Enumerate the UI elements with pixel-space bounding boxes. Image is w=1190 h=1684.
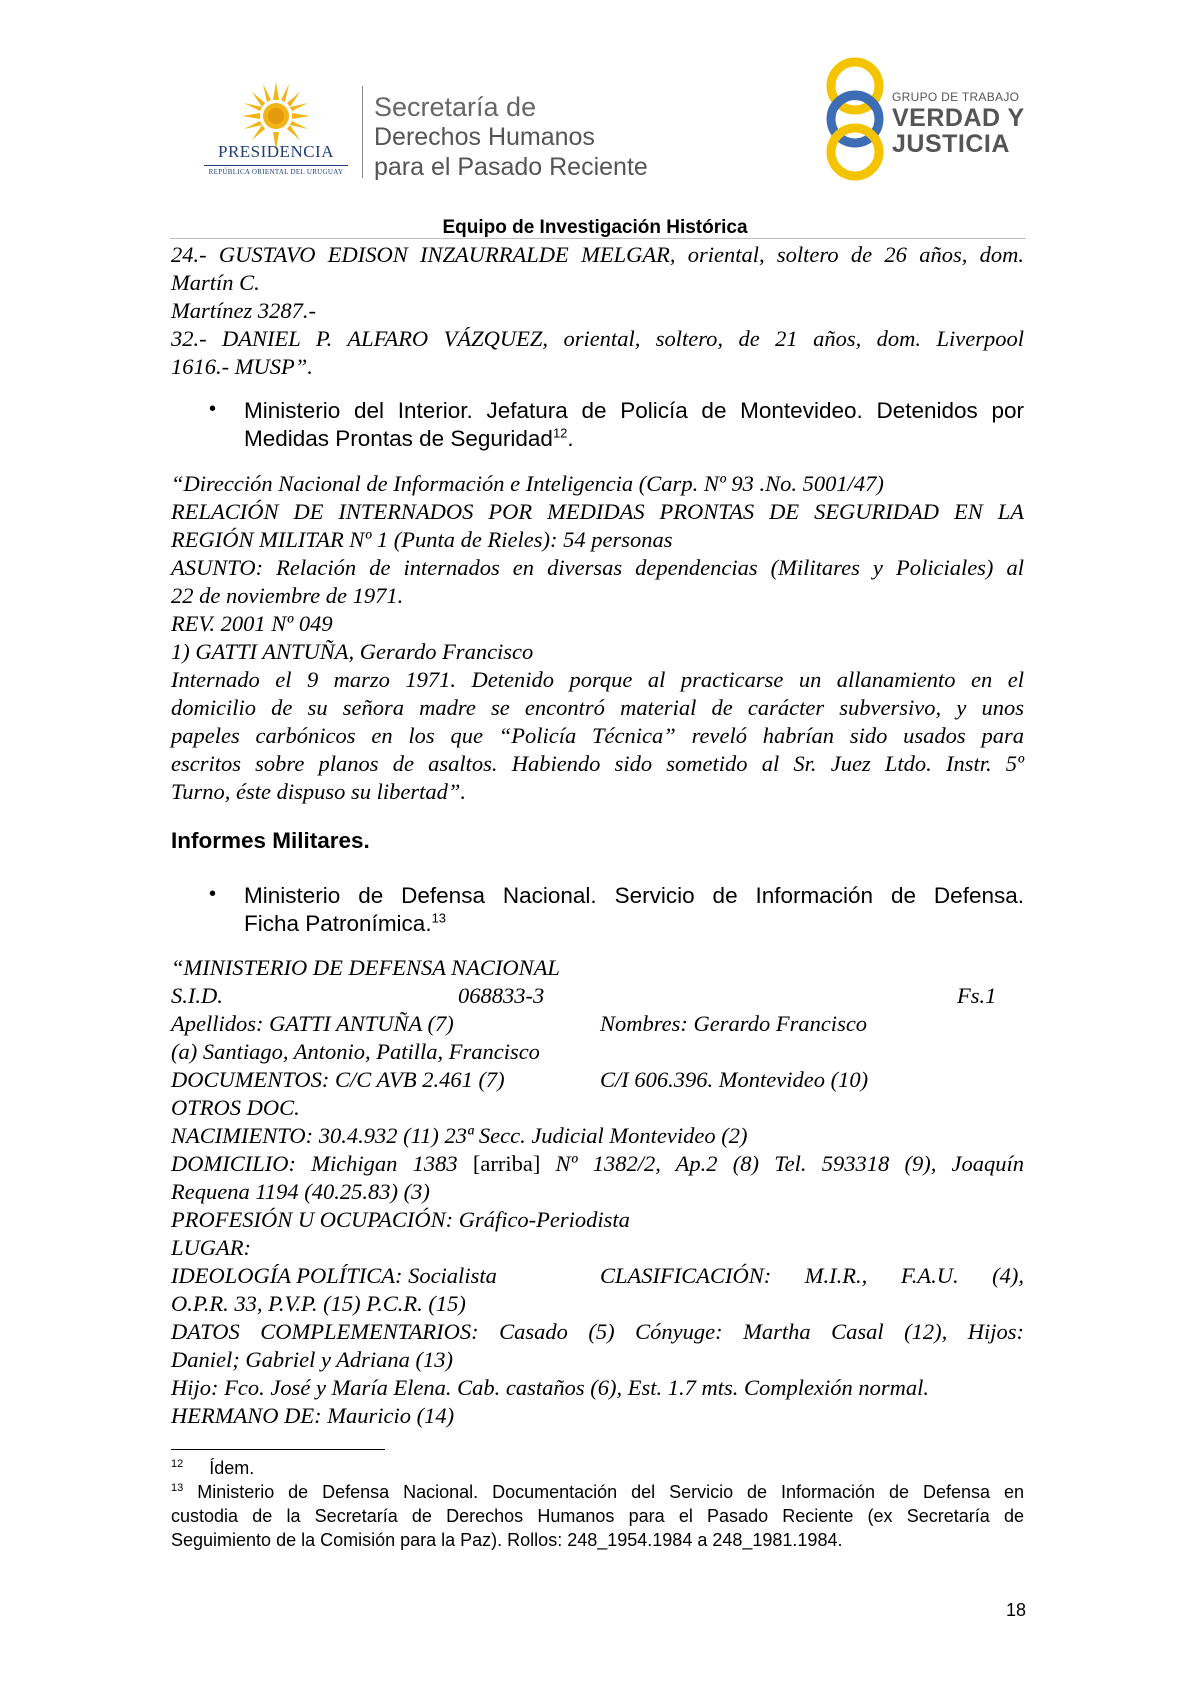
ficha-ideologia: IDEOLOGÍA POLÍTICA: Socialista bbox=[171, 1263, 497, 1288]
footnote-ref-12[interactable]: 12 bbox=[552, 425, 568, 441]
ficha-documentos: DOCUMENTOS: C/C AVB 2.461 (7) bbox=[171, 1067, 505, 1092]
bullet2-text: Ficha Patronímica. bbox=[244, 911, 432, 936]
bullet1-text: Medidas Prontas de Seguridad bbox=[244, 426, 553, 451]
presidencia-subtitle: REPÚBLICA ORIENTAL DEL URUGUAY bbox=[208, 168, 344, 176]
ficha-lugar: LUGAR: bbox=[171, 1235, 251, 1260]
intro-line1: 24.- GUSTAVO EDISON INZAURRALDE MELGAR, oriental, soltero de 26 años, dom. bbox=[171, 242, 1024, 267]
bullet1-period: . bbox=[567, 426, 574, 451]
ficha-profesion: PROFESIÓN U OCUPACIÓN: Gráfico-Periodista bbox=[171, 1207, 630, 1232]
quote1-line11: escritos sobre planos de asaltos. Habiendo sido sometido al Sr. Juez Ltdo. Instr. 5º bbox=[171, 751, 1024, 776]
ficha-ci: C/I 606.396. Montevideo (10) bbox=[600, 1067, 869, 1092]
footnote-ref-13[interactable]: 13 bbox=[431, 910, 447, 926]
domicilio-part2: Nº 1382/2, Ap.2 (8) Tel. 593318 (9), Joaquín bbox=[555, 1151, 1025, 1176]
vj-group-label: GRUPO DE TRABAJO bbox=[892, 90, 1020, 104]
quote1-line12: Turno, éste dispuso su libertad”. bbox=[171, 779, 467, 804]
intro-line5: 1616.- MUSP”. bbox=[171, 354, 313, 379]
logo-divider bbox=[362, 86, 363, 178]
ficha-alias: (a) Santiago, Antonio, Patilla, Francisco bbox=[171, 1039, 540, 1064]
vj-title-line1: VERDAD Y bbox=[892, 104, 1025, 132]
section-heading: Informes Militares. bbox=[171, 828, 370, 853]
presidencia-name: PRESIDENCIA bbox=[217, 142, 334, 161]
domicilio-part1: DOMICILIO: Michigan 1383 bbox=[171, 1151, 458, 1176]
ficha-apellidos: Apellidos: GATTI ANTUÑA (7) bbox=[171, 1011, 454, 1036]
footnote-13-text1: Ministerio de Defensa Nacional. Documentación del Servicio de Información de Defensa en bbox=[197, 1482, 1024, 1502]
presidencia-underline bbox=[204, 165, 348, 166]
ficha-otros: OTROS DOC. bbox=[171, 1095, 300, 1120]
quote1-line9: domicilio de su señora madre se encontró material de carácter subversivo, y unos bbox=[171, 695, 1024, 720]
bullet1-line2 bbox=[244, 425, 1024, 453]
ficha-clasificacion: CLASIFICACIÓN: M.I.R., F.A.U. (4), bbox=[600, 1263, 1024, 1288]
ficha-nombres: Nombres: Gerardo Francisco bbox=[600, 1011, 868, 1036]
ficha-ministry: “MINISTERIO DE DEFENSA NACIONAL bbox=[171, 955, 560, 980]
ficha-datos: DATOS COMPLEMENTARIOS: Casado (5) Cónyuge: Martha Casal (12), Hijos: bbox=[171, 1319, 1024, 1344]
quote1-line8: Internado el 9 marzo 1971. Detenido porque al practicarse un allanamiento en el bbox=[171, 667, 1024, 692]
ficha-domicilio bbox=[171, 1150, 1024, 1178]
secretaria-logo-text bbox=[374, 92, 648, 182]
footnote-13-line2: custodia de la Secretaría de Derechos Humanos para el Pasado Reciente (ex Secretaría de bbox=[171, 1506, 1024, 1526]
bullet2-line1: Ministerio de Defensa Nacional. Servicio de Información de Defensa. bbox=[244, 883, 1024, 908]
footnote-12-text: Ídem. bbox=[209, 1458, 255, 1478]
secretaria-line3: para el Pasado Reciente bbox=[374, 153, 648, 181]
footnote-rule bbox=[171, 1449, 385, 1450]
vj-title-line2: JUSTICIA bbox=[892, 130, 1010, 158]
ficha-sid: S.I.D. bbox=[171, 983, 223, 1008]
presidencia-logo bbox=[196, 80, 356, 180]
ficha-nacimiento: NACIMIENTO: 30.4.932 (11) 23ª Secc. Judicial Montevideo (2) bbox=[171, 1123, 748, 1148]
interlocking-rings-icon bbox=[820, 56, 890, 182]
header-rule bbox=[170, 238, 1026, 239]
ficha-domicilio-cont: Requena 1194 (40.25.83) (3) bbox=[171, 1179, 430, 1204]
footnote-13-line1 bbox=[171, 1480, 1024, 1504]
bullet1-line1: Ministerio del Interior. Jefatura de Policía de Montevideo. Detenidos por bbox=[244, 398, 1024, 423]
intro-line4: 32.- DANIEL P. ALFARO VÁZQUEZ, oriental, soltero, de 21 años, dom. Liverpool bbox=[171, 326, 1024, 351]
team-heading: Equipo de Investigación Histórica bbox=[442, 217, 748, 238]
bullet-icon: • bbox=[209, 883, 217, 905]
intro-line2: Martín C. bbox=[171, 270, 260, 295]
footnote-13-line3: Seguimiento de la Comisión para la Paz). Rollos: 248_1954.1984 a 248_1981.1984. bbox=[171, 1530, 843, 1550]
bullet2-line2 bbox=[244, 910, 1024, 938]
ficha-hermano: HERMANO DE: Mauricio (14) bbox=[171, 1403, 455, 1428]
quote1-line2: RELACIÓN DE INTERNADOS POR MEDIDAS PRONTAS DE SEGURIDAD EN LA bbox=[171, 499, 1024, 524]
secretaria-line2: Derechos Humanos bbox=[374, 123, 595, 151]
ficha-datos-cont: Daniel; Gabriel y Adriana (13) bbox=[171, 1347, 454, 1372]
quote1-line7: 1) GATTI ANTUÑA, Gerardo Francisco bbox=[171, 639, 534, 664]
ficha-folio: Fs.1 bbox=[957, 983, 997, 1008]
ficha-number: 068833-3 bbox=[458, 983, 545, 1008]
footnote-12 bbox=[171, 1456, 1024, 1480]
ficha-clasificacion-cont: O.P.R. 33, P.V.P. (15) P.C.R. (15) bbox=[171, 1291, 466, 1316]
quote1-line3: REGIÓN MILITAR Nº 1 (Punta de Rieles): 54 personas bbox=[171, 527, 673, 552]
verdad-justicia-logo bbox=[820, 56, 1030, 182]
intro-line3: Martínez 3287.- bbox=[171, 298, 316, 323]
ficha-hijo: Hijo: Fco. José y María Elena. Cab. castaños (6), Est. 1.7 mts. Complexión normal. bbox=[171, 1375, 930, 1400]
quote1-line4: ASUNTO: Relación de internados en diversas dependencias (Militares y Policiales) al bbox=[171, 555, 1024, 580]
quote1-line1: “Dirección Nacional de Información e Inteligencia (Carp. Nº 93 .No. 5001/47) bbox=[171, 471, 884, 496]
domicilio-arriba: [arriba] bbox=[472, 1151, 541, 1176]
quote1-line6: REV. 2001 Nº 049 bbox=[171, 611, 333, 636]
secretaria-line1: Secretaría de bbox=[374, 92, 537, 122]
quote1-line5: 22 de noviembre de 1971. bbox=[171, 583, 404, 608]
bullet-icon: • bbox=[209, 398, 217, 420]
footnote-12-number: 12 bbox=[171, 1458, 184, 1470]
page-number: 18 bbox=[1005, 1600, 1026, 1620]
quote1-line10: papeles carbónicos en los que “Policía Técnica” reveló habrían sido usados para bbox=[171, 723, 1024, 748]
footnote-13-number: 13 bbox=[171, 1482, 184, 1494]
